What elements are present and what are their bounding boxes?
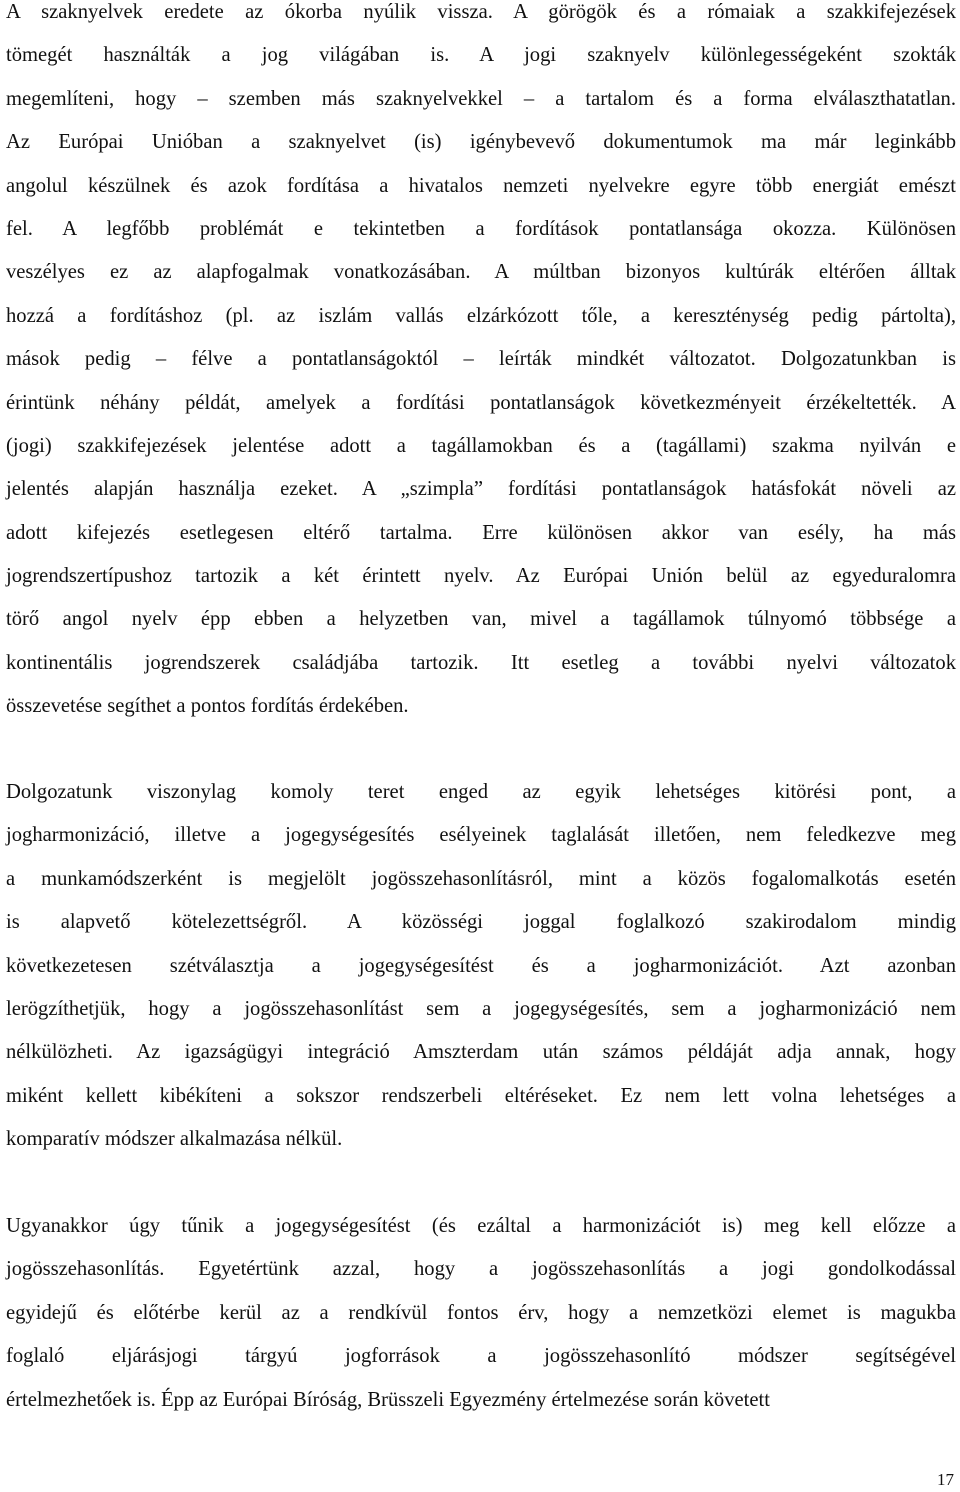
text-line: jogrendszertípushoz tartozik a két érintett nyelv. Az Európai Unión belül az egyeduralomra — [6, 565, 956, 588]
text-line: A szaknyelvek eredete az ókorba nyúlik vissza. A görögök és a rómaiak a szakkifejezések — [6, 1, 956, 23]
text-line: törő angol nyelv épp ebben a helyzetben van, mivel a tagállamok túlnyomó többsége a — [6, 608, 956, 631]
text-line: Az Európai Unióban a szaknyelvet (is) igénybevevő dokumentumok ma már leginkább — [6, 131, 956, 154]
text-line: (jogi) szakkifejezések jelentése adott a tagállamokban és a (tagállami) szakma nyilván e — [6, 434, 956, 457]
text-line: tömegét használták a jog világában is. A jogi szaknyelv különlegességeként szokták — [6, 44, 956, 67]
page-number: 17 — [937, 1470, 954, 1489]
text-line: következetesen szétválasztja a jogegységesítést és a jogharmonizációt. Azt azonban — [6, 954, 956, 977]
text-line: Dolgozatunk viszonylag komoly teret enged az egyik lehetséges kitörési pont, a — [6, 781, 956, 803]
text-line: értelmezhetőek is. Épp az Európai Bíróság, Brüsszeli Egyezmény értelmezése során követett — [6, 1388, 770, 1411]
text-line: a munkamódszerként is megjelölt jogösszehasonlításról, mint a közös fogalomalkotás esetén — [6, 867, 956, 890]
text-line: miként kellett kibékíteni a sokszor rendszerbeli eltéréseket. Ez nem lett volna lehetséges a — [6, 1084, 956, 1107]
paragraph-3 — [6, 1205, 956, 1422]
text-line: fel. A legfőbb problémát e tekintetben a fordítások pontatlansága okozza. Különösen — [6, 217, 956, 240]
text-line: mások pedig – félve a pontatlanságoktól – leírták mindkét változatot. Dolgozatunkban is — [6, 348, 956, 371]
text-line: Ugyanakkor úgy tűnik a jogegységesítést (és ezáltal a harmonizációt is) meg kell előzze a — [6, 1215, 956, 1237]
text-line: összevetése segíthet a pontos fordítás érdekében. — [6, 695, 409, 718]
text-line: jogösszehasonlítás. Egyetértünk azzal, hogy a jogösszehasonlítás a jogi gondolkodással — [6, 1258, 956, 1281]
text-line: foglaló eljárásjogi tárgyú jogforrások a jogösszehasonlító módszer segítségével — [6, 1345, 956, 1368]
text-line: veszélyes ez az alapfogalmak vonatkozásában. A múltban bizonyos kultúrák eltérően álltak — [6, 261, 956, 284]
text-line: jelentés alapján használja ezeket. A „szimpla” fordítási pontatlanságok hatásfokát növeli az — [6, 478, 956, 501]
text-line: megemlíteni, hogy – szemben más szaknyelvekkel – a tartalom és a forma elválaszthatatlan. — [6, 87, 956, 110]
text-line: hozzá a fordításhoz (pl. az iszlám vallás elzárkózott tőle, a kereszténység pedig pártolta), — [6, 304, 956, 327]
text-line: adott kifejezés esetlegesen eltérő tartalma. Erre különösen akkor van esély, ha más — [6, 521, 956, 544]
text-line: komparatív módszer alkalmazása nélkül. — [6, 1128, 343, 1151]
text-line: is alapvető kötelezettségről. A közösségi joggal foglalkozó szakirodalom mindig — [6, 911, 956, 934]
text-line: kontinentális jogrendszerek családjába tartozik. Itt esetleg a további nyelvi változatok — [6, 651, 956, 674]
paragraph-2 — [6, 771, 956, 1162]
text-line: angolul készülnek és azok fordítása a hivatalos nemzeti nyelvekre egyre több energiát emészt — [6, 174, 956, 197]
text-line: egyidejű és előtérbe kerül az a rendkívül fontos érv, hogy a nemzetközi elemet is magukba — [6, 1301, 956, 1324]
text-line: nélkülözheti. Az igazságügyi integráció Amszterdam után számos példáját adja annak, hogy — [6, 1041, 956, 1064]
text-line: jogharmonizáció, illetve a jogegységesítés esélyeinek taglalását illetően, nem feledkezve meg — [6, 824, 956, 847]
text-line: lerögzíthetjük, hogy a jogösszehasonlítást sem a jogegységesítés, sem a jogharmonizáció nem — [6, 997, 956, 1020]
text-line: érintünk néhány példát, amelyek a fordítási pontatlanságok következményeit érzékeltették. A — [6, 391, 956, 414]
paragraph-1 — [6, 0, 956, 729]
